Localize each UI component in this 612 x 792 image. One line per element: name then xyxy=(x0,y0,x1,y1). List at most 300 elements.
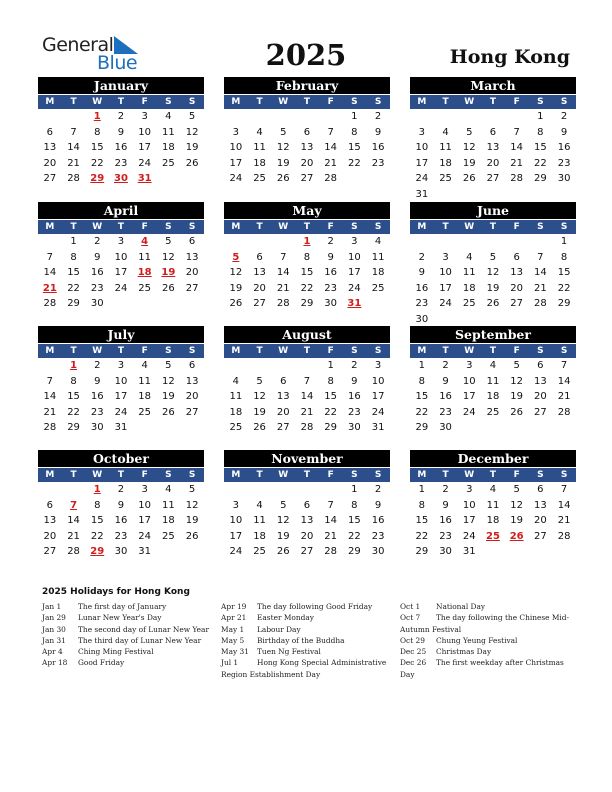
weekday-label: T xyxy=(442,97,449,107)
day-cell: 15 xyxy=(348,142,361,153)
weekday-label: F xyxy=(141,97,148,107)
day-cell: 12 xyxy=(162,375,175,387)
month-title: February xyxy=(224,77,390,94)
empty-day-cell xyxy=(295,482,319,498)
empty-day-cell xyxy=(457,234,481,250)
day-cell: 4 xyxy=(141,360,148,371)
week-row xyxy=(38,125,204,141)
weekday-label: S xyxy=(537,97,544,107)
day-cell: 18 xyxy=(253,157,266,169)
empty-day-cell xyxy=(434,234,458,250)
empty-day-cell xyxy=(457,312,481,328)
day-cell: 8 xyxy=(70,375,77,387)
day-cell: 11 xyxy=(486,375,500,387)
week-row xyxy=(38,140,204,156)
weekday-label: S xyxy=(165,346,172,356)
day-cell: 11 xyxy=(162,126,175,138)
weekday-label: W xyxy=(92,97,103,107)
day-cell: 9 xyxy=(351,375,358,387)
day-cell: 25 xyxy=(229,422,243,433)
day-cell: 1 xyxy=(327,360,334,371)
weekday-label: F xyxy=(327,470,334,480)
day-cell: 12 xyxy=(229,267,243,278)
day-cell: 11 xyxy=(486,499,500,511)
day-cell: 10 xyxy=(371,375,385,387)
day-cell: 2 xyxy=(94,360,101,371)
holiday-date: Jan 29 xyxy=(42,613,66,623)
week-row xyxy=(410,187,576,203)
weekday-label: W xyxy=(278,346,289,356)
day-cell: 11 xyxy=(138,251,152,263)
day-cell: 13 xyxy=(43,515,57,526)
day-cell: 15 xyxy=(324,391,338,402)
empty-day-cell xyxy=(457,109,481,125)
day-cell: 5 xyxy=(513,484,520,495)
weekday-label: F xyxy=(513,97,520,107)
holiday-name: The third day of Lunar New Year xyxy=(78,635,202,645)
day-cell: 13 xyxy=(253,267,266,278)
day-cell: 30 xyxy=(324,298,338,309)
weekday-header xyxy=(410,468,576,482)
week-row xyxy=(38,420,204,436)
empty-day-cell xyxy=(38,358,62,374)
day-cell: 24 xyxy=(348,282,361,294)
day-cell: 29 xyxy=(324,422,338,433)
weekday-label: S xyxy=(560,470,568,480)
weekday-label: W xyxy=(464,346,475,356)
week-row xyxy=(224,544,390,560)
day-cell: 14 xyxy=(67,142,80,153)
day-cell: 16 xyxy=(439,391,452,402)
empty-day-cell xyxy=(552,420,576,436)
day-cell: 6 xyxy=(303,499,311,511)
holiday-date: Dec 26 xyxy=(400,658,427,668)
day-cell: 10 xyxy=(114,251,128,263)
day-cell: 17 xyxy=(114,391,128,402)
month-november xyxy=(224,450,390,560)
day-cell: 1 xyxy=(70,236,77,247)
day-cell: 17 xyxy=(229,157,243,169)
holiday-date: Oct 1 xyxy=(400,602,421,611)
day-cell: 27 xyxy=(185,406,199,418)
day-cell: 11 xyxy=(439,142,452,153)
holiday-name: Ching Ming Festival xyxy=(78,647,154,657)
week-row xyxy=(38,109,204,125)
day-cell: 19 xyxy=(162,391,175,402)
day-cell: 24 xyxy=(138,530,152,542)
empty-day-cell xyxy=(271,358,295,374)
week-row xyxy=(224,529,390,545)
week-row xyxy=(224,389,390,405)
empty-day-cell xyxy=(434,187,458,203)
empty-day-cell xyxy=(224,234,248,250)
day-cell: 2 xyxy=(442,360,449,371)
weekday-header xyxy=(38,344,204,358)
day-cell: 13 xyxy=(276,391,290,402)
day-cell: 9 xyxy=(442,375,449,387)
empty-day-cell xyxy=(319,109,343,125)
week-row xyxy=(38,281,204,297)
day-cell: 19 xyxy=(185,142,199,153)
month-title: March xyxy=(410,77,576,94)
weekday-label: F xyxy=(513,222,520,232)
month-title: November xyxy=(224,450,390,467)
empty-day-cell xyxy=(529,544,553,560)
holiday-date: Jan 30 xyxy=(42,624,66,634)
holiday-day-cell: 18 xyxy=(137,267,152,278)
empty-day-cell xyxy=(410,234,434,250)
day-cell: 17 xyxy=(114,267,128,278)
day-cell: 22 xyxy=(557,282,571,294)
empty-day-cell xyxy=(180,544,204,560)
week-row xyxy=(38,358,204,374)
day-cell: 9 xyxy=(374,126,382,138)
day-cell: 23 xyxy=(348,406,361,418)
week-row xyxy=(410,312,576,328)
day-cell: 21 xyxy=(67,157,80,169)
day-cell: 1 xyxy=(418,484,426,495)
day-cell: 17 xyxy=(138,515,152,526)
empty-day-cell xyxy=(248,482,272,498)
empty-day-cell xyxy=(505,109,529,125)
weekday-label: T xyxy=(442,346,449,356)
day-cell: 30 xyxy=(439,422,452,433)
holiday-item xyxy=(400,657,575,680)
day-cell: 20 xyxy=(43,530,57,542)
day-cell: 18 xyxy=(162,142,175,153)
day-cell: 10 xyxy=(462,375,476,387)
day-cell: 8 xyxy=(418,375,426,387)
day-cell: 24 xyxy=(439,298,452,309)
weekday-label: M xyxy=(45,222,55,232)
day-cell: 14 xyxy=(43,267,57,278)
day-cell: 10 xyxy=(229,515,243,526)
empty-day-cell xyxy=(62,109,86,125)
weekday-label: S xyxy=(351,346,358,356)
day-cell: 3 xyxy=(117,360,125,371)
empty-day-cell xyxy=(157,171,181,187)
month-title: June xyxy=(410,202,576,219)
day-cell: 28 xyxy=(43,298,57,309)
weekday-label: S xyxy=(351,222,358,232)
weekday-label: S xyxy=(188,222,196,232)
day-cell: 3 xyxy=(141,484,148,495)
week-row xyxy=(38,171,204,187)
day-cell: 21 xyxy=(510,157,524,169)
day-cell: 23 xyxy=(371,157,385,169)
holiday-name: The second day of Lunar New Year xyxy=(78,624,209,634)
day-cell: 2 xyxy=(327,236,334,247)
day-cell: 3 xyxy=(141,111,148,122)
empty-day-cell xyxy=(552,544,576,560)
empty-day-cell xyxy=(295,109,319,125)
empty-day-cell xyxy=(481,187,505,203)
week-row xyxy=(410,171,576,187)
day-cell: 25 xyxy=(486,406,500,418)
day-cell: 28 xyxy=(324,173,338,184)
weekday-label: T xyxy=(489,97,497,107)
empty-day-cell xyxy=(224,109,248,125)
day-cell: 13 xyxy=(510,267,524,278)
day-cell: 12 xyxy=(510,499,524,511)
empty-day-cell xyxy=(410,109,434,125)
day-cell: 26 xyxy=(486,298,500,309)
weekday-label: T xyxy=(303,470,311,480)
day-cell: 22 xyxy=(90,530,104,542)
empty-day-cell xyxy=(109,296,133,312)
day-cell: 30 xyxy=(415,313,429,325)
day-cell: 8 xyxy=(94,499,101,511)
empty-day-cell xyxy=(271,109,295,125)
day-cell: 3 xyxy=(232,499,240,511)
empty-day-cell xyxy=(505,312,529,328)
weekday-label: F xyxy=(327,346,334,356)
empty-day-cell xyxy=(248,234,272,250)
weekday-label: S xyxy=(537,470,544,480)
day-cell: 7 xyxy=(513,126,520,138)
weekday-label: S xyxy=(560,97,568,107)
month-june xyxy=(410,202,576,327)
weekday-label: F xyxy=(327,97,334,107)
empty-day-cell xyxy=(248,358,272,374)
month-february xyxy=(224,77,390,187)
day-cell: 5 xyxy=(280,126,287,138)
empty-day-cell xyxy=(157,544,181,560)
holiday-day-cell: 31 xyxy=(137,173,152,184)
holiday-day-cell: 4 xyxy=(141,236,149,247)
day-cell: 10 xyxy=(114,375,128,387)
holiday-name: Good Friday xyxy=(78,658,125,668)
day-cell: 6 xyxy=(537,484,544,495)
day-cell: 21 xyxy=(557,391,571,402)
empty-day-cell xyxy=(366,296,390,312)
day-cell: 5 xyxy=(489,251,497,263)
weekday-label: S xyxy=(374,346,382,356)
day-cell: 4 xyxy=(232,375,240,387)
day-cell: 2 xyxy=(117,484,125,495)
week-row xyxy=(224,482,390,498)
day-cell: 9 xyxy=(94,375,101,387)
empty-day-cell xyxy=(434,109,458,125)
empty-day-cell xyxy=(457,187,481,203)
weekday-label: T xyxy=(70,97,77,107)
weekday-label: T xyxy=(489,470,497,480)
day-cell: 17 xyxy=(462,391,476,402)
weekday-label: W xyxy=(92,222,103,232)
day-cell: 9 xyxy=(327,251,334,263)
day-cell: 20 xyxy=(486,157,500,169)
day-cell: 28 xyxy=(534,298,547,309)
holiday-date: Dec 25 xyxy=(400,647,427,657)
day-cell: 24 xyxy=(462,530,476,542)
day-cell: 30 xyxy=(90,298,104,309)
day-cell: 2 xyxy=(94,236,101,247)
brand-blue-text: Blue xyxy=(97,52,138,74)
day-cell: 16 xyxy=(371,142,385,153)
day-cell: 1 xyxy=(537,111,544,122)
day-cell: 31 xyxy=(138,546,152,557)
day-cell: 4 xyxy=(165,111,172,122)
weekday-label: M xyxy=(417,97,427,107)
day-cell: 13 xyxy=(534,499,547,511)
day-cell: 18 xyxy=(439,157,452,169)
day-cell: 28 xyxy=(276,298,290,309)
week-row xyxy=(38,389,204,405)
weekday-label: W xyxy=(464,470,475,480)
day-cell: 4 xyxy=(489,484,497,495)
weekday-label: F xyxy=(513,346,520,356)
week-row xyxy=(224,234,390,250)
day-cell: 23 xyxy=(324,282,338,294)
weekday-label: S xyxy=(560,222,568,232)
day-cell: 16 xyxy=(90,267,104,278)
weekday-label: T xyxy=(442,222,449,232)
day-cell: 14 xyxy=(510,142,524,153)
day-cell: 15 xyxy=(534,142,547,153)
holiday-name: Christmas Day xyxy=(436,647,492,657)
day-cell: 3 xyxy=(418,126,426,138)
brand-general-text: General xyxy=(42,34,114,56)
week-row xyxy=(224,498,390,514)
day-cell: 8 xyxy=(94,126,101,138)
week-row xyxy=(410,265,576,281)
day-cell: 31 xyxy=(415,188,429,200)
weekday-label: T xyxy=(117,222,125,232)
month-title: April xyxy=(38,202,204,219)
day-cell: 4 xyxy=(256,126,263,138)
weekday-label: S xyxy=(165,222,172,232)
day-cell: 27 xyxy=(300,173,314,184)
weekday-label: S xyxy=(351,470,358,480)
day-cell: 26 xyxy=(185,157,199,169)
day-cell: 18 xyxy=(138,391,152,402)
empty-day-cell xyxy=(434,312,458,328)
day-cell: 5 xyxy=(188,484,196,495)
day-cell: 2 xyxy=(374,111,382,122)
holiday-name: The first day of January xyxy=(78,602,167,611)
empty-day-cell xyxy=(133,420,157,436)
day-cell: 29 xyxy=(300,298,314,309)
day-cell: 23 xyxy=(371,530,385,542)
day-cell: 19 xyxy=(462,157,476,169)
day-cell: 5 xyxy=(188,111,196,122)
day-cell: 9 xyxy=(374,499,382,511)
day-cell: 17 xyxy=(229,530,243,542)
day-cell: 30 xyxy=(439,546,452,557)
weekday-label: T xyxy=(303,97,311,107)
day-cell: 6 xyxy=(489,126,497,138)
week-row xyxy=(410,156,576,172)
day-cell: 27 xyxy=(43,173,57,184)
day-cell: 16 xyxy=(324,267,338,278)
day-cell: 4 xyxy=(256,499,263,511)
day-cell: 5 xyxy=(165,360,172,371)
empty-day-cell xyxy=(38,482,62,498)
day-cell: 6 xyxy=(537,360,544,371)
weekday-label: M xyxy=(231,346,241,356)
weekday-label: W xyxy=(92,470,103,480)
day-cell: 11 xyxy=(253,142,266,153)
day-cell: 26 xyxy=(510,406,524,418)
day-cell: 19 xyxy=(229,282,243,294)
weekday-header xyxy=(224,95,390,109)
day-cell: 18 xyxy=(162,515,175,526)
day-cell: 24 xyxy=(415,173,429,184)
day-cell: 22 xyxy=(348,157,361,169)
day-cell: 14 xyxy=(534,267,547,278)
holiday-day-cell: 1 xyxy=(93,484,101,495)
empty-day-cell xyxy=(457,420,481,436)
weekday-label: S xyxy=(165,97,172,107)
day-cell: 21 xyxy=(43,406,57,418)
day-cell: 7 xyxy=(46,375,54,387)
day-cell: 20 xyxy=(300,157,314,169)
day-cell: 14 xyxy=(300,391,314,402)
week-row xyxy=(224,296,390,312)
empty-day-cell xyxy=(552,187,576,203)
day-cell: 23 xyxy=(90,406,104,418)
holiday-day-cell: 19 xyxy=(161,267,176,278)
day-cell: 31 xyxy=(462,546,476,557)
day-cell: 22 xyxy=(67,282,80,294)
empty-day-cell xyxy=(133,296,157,312)
empty-day-cell xyxy=(505,234,529,250)
holiday-item xyxy=(42,601,217,612)
day-cell: 22 xyxy=(534,157,547,169)
day-cell: 6 xyxy=(46,499,54,511)
weekday-label: M xyxy=(45,97,55,107)
weekday-label: T xyxy=(303,346,311,356)
day-cell: 7 xyxy=(70,126,77,138)
week-row xyxy=(410,109,576,125)
day-cell: 27 xyxy=(253,298,266,309)
week-row xyxy=(224,265,390,281)
day-cell: 16 xyxy=(114,142,128,153)
weekday-label: T xyxy=(70,470,77,480)
day-cell: 2 xyxy=(442,484,449,495)
weekday-label: T xyxy=(489,222,497,232)
day-cell: 30 xyxy=(90,422,104,433)
empty-day-cell xyxy=(529,420,553,436)
empty-day-cell xyxy=(38,234,62,250)
day-cell: 25 xyxy=(371,282,385,294)
day-cell: 2 xyxy=(374,484,382,495)
holiday-day-cell: 29 xyxy=(90,173,105,184)
holiday-item xyxy=(221,612,396,623)
empty-day-cell xyxy=(248,109,272,125)
day-cell: 3 xyxy=(351,236,358,247)
day-cell: 11 xyxy=(162,499,175,511)
weekday-label: M xyxy=(45,346,55,356)
day-cell: 14 xyxy=(67,515,80,526)
day-cell: 8 xyxy=(560,251,568,263)
day-cell: 14 xyxy=(324,515,338,526)
day-cell: 13 xyxy=(185,251,199,263)
holiday-day-cell: 31 xyxy=(347,298,362,309)
day-cell: 7 xyxy=(537,251,544,263)
day-cell: 26 xyxy=(162,406,175,418)
day-cell: 27 xyxy=(534,530,547,542)
day-cell: 12 xyxy=(185,499,199,511)
day-cell: 24 xyxy=(371,406,385,418)
day-cell: 26 xyxy=(462,173,476,184)
empty-day-cell xyxy=(481,420,505,436)
weekday-label: T xyxy=(70,222,77,232)
day-cell: 12 xyxy=(253,391,266,402)
month-may xyxy=(224,202,390,312)
week-row xyxy=(410,544,576,560)
empty-day-cell xyxy=(180,420,204,436)
